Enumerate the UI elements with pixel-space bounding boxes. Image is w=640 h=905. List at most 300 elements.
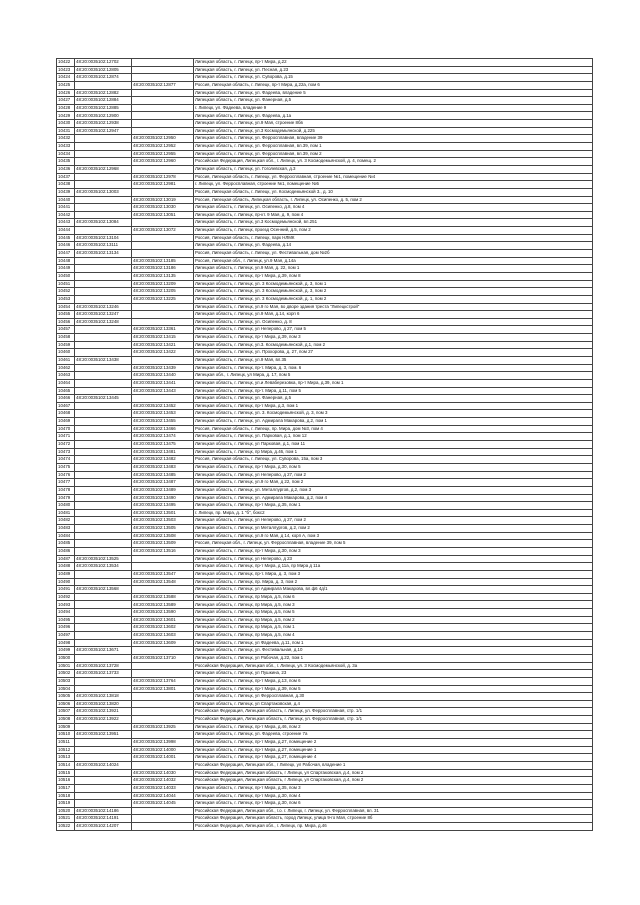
cadastral-number-cell — [75, 624, 132, 632]
premises-cadastral-cell: 48:20:0035102:14044 — [132, 792, 194, 800]
premises-cadastral-cell: 48:20:0035102:13487 — [132, 479, 194, 487]
table-row — [57, 463, 593, 471]
cadastral-number-cell — [75, 135, 132, 143]
row-number-cell: 10436 — [57, 165, 75, 173]
table-row — [57, 364, 593, 372]
row-number-cell: 10445 — [57, 234, 75, 242]
address-cell: Российская Федерация, Липецкая область, г Липецк, ул Спартаковская, д.4, пом 2 — [194, 769, 593, 777]
row-number-cell: 10459 — [57, 341, 75, 349]
row-number-cell: 10465 — [57, 387, 75, 395]
row-number-cell: 10486 — [57, 548, 75, 556]
cadastral-number-cell — [75, 494, 132, 502]
premises-cadastral-cell — [132, 59, 194, 67]
table-row — [57, 456, 593, 464]
row-number-cell: 10493 — [57, 601, 75, 609]
row-number-cell: 10443 — [57, 219, 75, 227]
row-number-cell: 10438 — [57, 181, 75, 189]
premises-cadastral-cell — [132, 647, 194, 655]
table-row — [57, 578, 593, 586]
address-cell: Липецкая область, г. Липецк, пр-т Мира, д.35, пом 1 — [194, 502, 593, 510]
row-number-cell: 10452 — [57, 288, 75, 296]
cadastral-number-cell: 48:20:0035102:12938 — [75, 120, 132, 128]
address-cell: Липецкая область, г. Липецк, ул. Металлургов, д.2, пом 3 — [194, 486, 593, 494]
address-cell: Российская Федерация, Липецкая обл., г. Липецк, ул. 3 Космодемьянской, д. 4, помещ. 2 — [194, 158, 593, 166]
table-row — [57, 395, 593, 403]
table-row — [57, 66, 593, 74]
address-cell: Липецкая область, г. Липецк, ул. Фадеева, д.14 — [194, 242, 593, 250]
premises-cadastral-cell: 48:20:0035102:13485 — [132, 471, 194, 479]
row-number-cell: 10487 — [57, 555, 75, 563]
row-number-cell: 10463 — [57, 372, 75, 380]
cadastral-number-cell — [75, 570, 132, 578]
cadastral-number-cell — [75, 616, 132, 624]
premises-cadastral-cell: 48:20:0035102:13422 — [132, 349, 194, 357]
cadastral-number-cell: 48:20:0035102:12947 — [75, 127, 132, 135]
row-number-cell: 10430 — [57, 120, 75, 128]
table-row — [57, 311, 593, 319]
table-row — [57, 97, 593, 105]
cadastral-number-cell: 48:20:0035102:12702 — [75, 59, 132, 67]
cadastral-number-cell: 48:20:0035102:13084 — [75, 219, 132, 227]
cadastral-number-cell: 48:20:0035102:14024 — [75, 761, 132, 769]
row-number-cell: 10473 — [57, 448, 75, 456]
row-number-cell: 10458 — [57, 334, 75, 342]
table-row — [57, 502, 593, 510]
cadastral-number-cell: 48:20:0035102:13111 — [75, 242, 132, 250]
cadastral-number-cell: 48:20:0035102:13728 — [75, 662, 132, 670]
row-number-cell: 10508 — [57, 716, 75, 724]
cadastral-number-cell — [75, 441, 132, 449]
cadastral-number-cell — [75, 257, 132, 265]
cadastral-number-cell: 48:20:0035102:13525 — [75, 555, 132, 563]
table-row — [57, 486, 593, 494]
row-number-cell: 10496 — [57, 624, 75, 632]
address-cell: Липецкая область, г. Липецк, пр-т Мира, д.39, пом 5 — [194, 685, 593, 693]
table-row — [57, 341, 593, 349]
row-number-cell: 10489 — [57, 570, 75, 578]
address-cell: Липецкая область, г. Липецк, пр-т. Мира, д.11, пом 5 — [194, 387, 593, 395]
table-row — [57, 441, 593, 449]
table-row — [57, 670, 593, 678]
premises-cadastral-cell: 48:20:0035102:13609 — [132, 639, 194, 647]
address-cell: Липецкая область, г. Липецк, пр Мира, д.5, пом 5 — [194, 609, 593, 617]
address-cell: Российская Федерация, Липецкая область, г Липецк, ул Спартаковская, д.4, пом 2 — [194, 777, 593, 785]
address-cell: Липецкая область, г. Липецк, ул. 3 Космодемьянской, д. 3, пом 2 — [194, 288, 593, 296]
cadastral-number-cell — [75, 334, 132, 342]
address-cell: Липецкая область, г. Липецк, пр-т Мира, д.30, пом 5 — [194, 463, 593, 471]
address-cell: Липецкая область, г. Липецк, ул. Ферросплавная, вл.39, пом 1 — [194, 143, 593, 151]
premises-cadastral-cell: 48:20:0035102:13801 — [132, 685, 194, 693]
address-cell: Липецкая обл., г. Липецк, ул Мира, д. 17, пом 5 — [194, 372, 593, 380]
table-row — [57, 379, 593, 387]
row-number-cell: 10518 — [57, 792, 75, 800]
address-cell: Российская Федерация, Липецкая обл., г. Липецк, пр. Мира, д.46 — [194, 823, 593, 831]
premises-cadastral-cell: 48:20:0035102:12950 — [132, 135, 194, 143]
premises-cadastral-cell — [132, 66, 194, 74]
table-row — [57, 204, 593, 212]
premises-cadastral-cell — [132, 700, 194, 708]
premises-cadastral-cell: 48:20:0035102:13589 — [132, 601, 194, 609]
address-cell: Липецкая область, г. Липецк, пр-т Мира, д.39, пом 3 — [194, 334, 593, 342]
table-row — [57, 196, 593, 204]
cadastral-number-cell: 48:20:0035102:13104 — [75, 234, 132, 242]
cadastral-number-cell — [75, 280, 132, 288]
row-number-cell: 10474 — [57, 456, 75, 464]
cadastral-number-cell — [75, 349, 132, 357]
row-number-cell: 10449 — [57, 265, 75, 273]
row-number-cell: 10444 — [57, 227, 75, 235]
row-number-cell: 10451 — [57, 280, 75, 288]
premises-cadastral-cell: 48:20:0035102:13602 — [132, 624, 194, 632]
premises-cadastral-cell: 48:20:0035102:13588 — [132, 593, 194, 601]
premises-cadastral-cell: 48:20:0035102:13490 — [132, 494, 194, 502]
premises-cadastral-cell — [132, 165, 194, 173]
address-cell: г. Липецк, пр. Мира, д. 1 "б", бокс2 — [194, 509, 593, 517]
cadastral-number-cell — [75, 272, 132, 280]
premises-cadastral-cell — [132, 731, 194, 739]
cadastral-number-cell — [75, 433, 132, 441]
row-number-cell: 10431 — [57, 127, 75, 135]
row-number-cell: 10468 — [57, 410, 75, 418]
premises-cadastral-cell: 48:20:0035102:14032 — [132, 777, 194, 785]
table-row — [57, 173, 593, 181]
cadastral-number-cell — [75, 479, 132, 487]
premises-cadastral-cell: 48:20:0035102:14030 — [132, 769, 194, 777]
address-cell: Липецкая область, г. Липецк, ул Металлургов, д.2, пом 2 — [194, 525, 593, 533]
address-cell: Россия, Липецкая область, г. Липецк, ул. Космодемьянской 3., д. 10 — [194, 188, 593, 196]
cadastral-number-cell: 48:20:0035102:12882 — [75, 89, 132, 97]
table-row — [57, 81, 593, 89]
premises-cadastral-cell: 48:20:0035102:13453 — [132, 410, 194, 418]
address-cell: Липецкая область, г. Липецк, проезд Осенний, д.5, пом 2 — [194, 227, 593, 235]
row-number-cell: 10504 — [57, 685, 75, 693]
table-row — [57, 448, 593, 456]
address-cell: Липецкая область, г. Липецк, ул Пушкина, 23 — [194, 670, 593, 678]
table-row — [57, 693, 593, 701]
table-row — [57, 823, 593, 831]
table-row — [57, 211, 593, 219]
table-row — [57, 410, 593, 418]
table-row — [57, 586, 593, 594]
address-cell: Липецкая область, г. Липецк, ул Ферросплавная, д.30 — [194, 693, 593, 701]
premises-cadastral-cell: 48:20:0035102:13455 — [132, 418, 194, 426]
address-cell: Липецкая область, г. Липецк, ул. Осипенко, д.8, пом 4 — [194, 204, 593, 212]
cadastral-number-cell — [75, 792, 132, 800]
premises-cadastral-cell — [132, 104, 194, 112]
cadastral-number-cell — [75, 509, 132, 517]
row-number-cell: 10497 — [57, 632, 75, 640]
row-number-cell: 10427 — [57, 97, 75, 105]
table-row — [57, 165, 593, 173]
row-number-cell: 10461 — [57, 356, 75, 364]
premises-cadastral-cell: 48:20:0035102:12981 — [132, 181, 194, 189]
premises-cadastral-cell — [132, 303, 194, 311]
table-row — [57, 708, 593, 716]
address-cell: Липецкая область, г. Липецк, пр-т Мира, д 11а, пр Мира д 11а — [194, 563, 593, 571]
table-row — [57, 318, 593, 326]
premises-cadastral-cell: 48:20:0035102:13186 — [132, 265, 194, 273]
address-cell: Липецкая область, г. Липецк, ул. 3. Космодемьянской, д. 3, пом 3 — [194, 410, 593, 418]
row-number-cell: 10499 — [57, 647, 75, 655]
address-cell: Липецкая область, г. Липецк, ул.9 го Мая, д 14, корп А, пом 3 — [194, 532, 593, 540]
table-row — [57, 257, 593, 265]
register-table — [56, 58, 593, 831]
cadastral-number-cell: 48:20:0035102:14186 — [75, 807, 132, 815]
cadastral-number-cell: 48:20:0035102:13922 — [75, 716, 132, 724]
address-cell: Липецкая область, г. Липецк, ул. Фанерная, д.5 — [194, 395, 593, 403]
premises-cadastral-cell — [132, 242, 194, 250]
table-row — [57, 334, 593, 342]
row-number-cell: 10455 — [57, 311, 75, 319]
cadastral-number-cell — [75, 800, 132, 808]
table-row — [57, 356, 593, 364]
cadastral-number-cell — [75, 540, 132, 548]
premises-cadastral-cell: 48:20:0035102:13508 — [132, 532, 194, 540]
address-cell: Россия, Липецкая область, г. Липецк, ул. Фестивальная, дом №2б — [194, 250, 593, 258]
premises-cadastral-cell: 48:20:0035102:13503 — [132, 517, 194, 525]
address-cell: Россия, Липецкая область, г. Липецк, парк НЛМК — [194, 234, 593, 242]
table-row — [57, 563, 593, 571]
table-row — [57, 624, 593, 632]
cadastral-number-cell — [75, 456, 132, 464]
row-number-cell: 10476 — [57, 471, 75, 479]
cadastral-number-cell — [75, 150, 132, 158]
premises-cadastral-cell — [132, 97, 194, 105]
premises-cadastral-cell: 48:20:0035102:13205 — [132, 288, 194, 296]
premises-cadastral-cell: 48:20:0035102:13925 — [132, 723, 194, 731]
cadastral-number-cell — [75, 609, 132, 617]
address-cell: Россия, Липецкая область, г. Липецк, пр-т Мира, д.22а, пом 6 — [194, 81, 593, 89]
address-cell: Россия, Липецкая обл., г. Липецк, ул. Ферросплавная, владение 39, пом 5 — [194, 540, 593, 548]
premises-cadastral-cell: 48:20:0035102:13225 — [132, 295, 194, 303]
table-row — [57, 418, 593, 426]
address-cell: Липецкая область, г. Липецк, пр Мира, д.5, пом 4 — [194, 632, 593, 640]
address-cell: Липецкая область, г. Липецк, ул. Адмирала Макарова, д.2, пом 1 — [194, 418, 593, 426]
table-row — [57, 570, 593, 578]
premises-cadastral-cell: 48:20:0035102:13548 — [132, 578, 194, 586]
row-number-cell: 10423 — [57, 66, 75, 74]
address-cell: Липецкая область, г. Липецк, ул Неперово, д 23 — [194, 555, 593, 563]
row-number-cell: 10513 — [57, 754, 75, 762]
table-row — [57, 723, 593, 731]
table-row — [57, 525, 593, 533]
row-number-cell: 10475 — [57, 463, 75, 471]
table-row — [57, 143, 593, 151]
row-number-cell: 10466 — [57, 395, 75, 403]
cadastral-number-cell — [75, 364, 132, 372]
address-cell: Российская Федерация, Липецкая область, г. Липецк, ул. Ферросплавная, стр. 1/1 — [194, 708, 593, 716]
row-number-cell: 10516 — [57, 777, 75, 785]
address-cell: Липецкая область, г. Липецк, ул. Ферросплавная, вл.39, пом 2 — [194, 150, 593, 158]
table-row — [57, 548, 593, 556]
address-cell: Россия, Липецкая обл., г. Липецк, ул.9 Мая, д.14а — [194, 257, 593, 265]
premises-cadastral-cell: 48:20:0035102:13475 — [132, 441, 194, 449]
address-cell: Липецкая область, г. Липецк, ул. Прохорова, д. 27, пом 27 — [194, 349, 593, 357]
premises-cadastral-cell: 48:20:0035102:13135 — [132, 272, 194, 280]
table-row — [57, 685, 593, 693]
address-cell: Липецкая область, г. Липецк, пр Мира, д.5, пом 1 — [194, 624, 593, 632]
row-number-cell: 10482 — [57, 517, 75, 525]
row-number-cell: 10501 — [57, 662, 75, 670]
row-number-cell: 10520 — [57, 807, 75, 815]
row-number-cell: 10472 — [57, 441, 75, 449]
table-row — [57, 127, 593, 135]
address-cell: Липецкая область, г. Липецк, ул Неперово, д 27, пом 2 — [194, 471, 593, 479]
premises-cadastral-cell: 48:20:0035102:14033 — [132, 784, 194, 792]
row-number-cell: 10428 — [57, 104, 75, 112]
table-row — [57, 104, 593, 112]
address-cell: Липецкая область, г. Липецк, пр-т Мира, д.3, пом 1 — [194, 402, 593, 410]
premises-cadastral-cell — [132, 219, 194, 227]
row-number-cell: 10478 — [57, 486, 75, 494]
cadastral-number-cell — [75, 777, 132, 785]
table-row — [57, 532, 593, 540]
premises-cadastral-cell: 48:20:0035102:13710 — [132, 654, 194, 662]
row-number-cell: 10488 — [57, 563, 75, 571]
premises-cadastral-cell — [132, 250, 194, 258]
address-cell: Российская Федерация, Липецкая область, г. Липецк, ул. Ферросплавная, стр. 1/1 — [194, 716, 593, 724]
row-number-cell: 10456 — [57, 318, 75, 326]
premises-cadastral-cell: 48:20:0035102:12877 — [132, 81, 194, 89]
premises-cadastral-cell: 48:20:0035102:13516 — [132, 548, 194, 556]
row-number-cell: 10440 — [57, 196, 75, 204]
cadastral-number-cell: 48:20:0035102:13951 — [75, 731, 132, 739]
row-number-cell: 10462 — [57, 364, 75, 372]
table-row — [57, 616, 593, 624]
address-cell: Липецкая область, г. Липецк, ул. Фадеева, строение 7а — [194, 731, 593, 739]
address-cell: Липецкая область, г. Липецк, ул. Фадеева, д.1а — [194, 112, 593, 120]
premises-cadastral-cell — [132, 708, 194, 716]
cadastral-number-cell — [75, 784, 132, 792]
address-cell: Липецкая область, г. Липецк, пр Мира, д.5, пом 2 — [194, 616, 593, 624]
cadastral-number-cell — [75, 372, 132, 380]
address-cell: Липецкая область, г. Липецк, пр-т Мира, д.13, пом 6 — [194, 677, 593, 685]
premises-cadastral-cell: 48:20:0035102:14000 — [132, 746, 194, 754]
address-cell: Липецкая область, г. Липецк, пр-т Мира, д.39, пом 8 — [194, 272, 593, 280]
premises-cadastral-cell: 48:20:0035102:12978 — [132, 173, 194, 181]
row-number-cell: 10512 — [57, 746, 75, 754]
address-cell: Липецкая область, г. Липецк, ул Адмирала Макарова, вл.ф6 4д/1 — [194, 586, 593, 594]
premises-cadastral-cell — [132, 815, 194, 823]
row-number-cell: 10437 — [57, 173, 75, 181]
cadastral-number-cell — [75, 746, 132, 754]
row-number-cell: 10519 — [57, 800, 75, 808]
premises-cadastral-cell: 48:20:0035102:12955 — [132, 150, 194, 158]
cadastral-number-cell — [75, 158, 132, 166]
row-number-cell: 10481 — [57, 509, 75, 517]
premises-cadastral-cell: 48:20:0035102:13441 — [132, 379, 194, 387]
table-row — [57, 540, 593, 548]
premises-cadastral-cell: 48:20:0035102:13185 — [132, 257, 194, 265]
table-row — [57, 662, 593, 670]
row-number-cell: 10441 — [57, 204, 75, 212]
premises-cadastral-cell: 48:20:0035102:13072 — [132, 227, 194, 235]
cadastral-number-cell — [75, 173, 132, 181]
address-cell: Липецкая область, г. Липецк, ул. Гоголевская, д.3 — [194, 165, 593, 173]
cadastral-number-cell: 48:20:0035102:13248 — [75, 318, 132, 326]
premises-cadastral-cell — [132, 662, 194, 670]
address-cell: Липецкая область, г. Липецк, пр. Мира, д. 3, пом 2 — [194, 578, 593, 586]
premises-cadastral-cell: 48:20:0035102:12952 — [132, 143, 194, 151]
premises-cadastral-cell — [132, 807, 194, 815]
address-cell: Липецкая область, г. Липецк, ул. Фестивальная, д.10 — [194, 647, 593, 655]
address-cell: Липецкая область, г. Липецк, ул Рабочая, д.22, пом 1 — [194, 654, 593, 662]
row-number-cell: 10502 — [57, 670, 75, 678]
address-cell: Липецкая область, г. Липецк, ул Неперово, д 27, пом 2 — [194, 517, 593, 525]
cadastral-number-cell — [75, 532, 132, 540]
premises-cadastral-cell: 48:20:0035102:13998 — [132, 739, 194, 747]
table-row — [57, 234, 593, 242]
row-number-cell: 10469 — [57, 418, 75, 426]
address-cell: Липецкая область, г. Липецк, пр-т Мира, д.27, помещение 2 — [194, 739, 593, 747]
cadastral-number-cell — [75, 517, 132, 525]
table-row — [57, 59, 593, 67]
cadastral-number-cell — [75, 265, 132, 273]
cadastral-number-cell: 48:20:0035102:12805 — [75, 66, 132, 74]
row-number-cell: 10494 — [57, 609, 75, 617]
row-number-cell: 10509 — [57, 723, 75, 731]
address-cell: Липецкая область, г. Липецк, ул Фадеева, д.11, пом 1 — [194, 639, 593, 647]
table-row — [57, 761, 593, 769]
table-row — [57, 387, 593, 395]
row-number-cell: 10522 — [57, 823, 75, 831]
row-number-cell: 10435 — [57, 158, 75, 166]
address-cell: Липецкая область, г. Липецк, ул.9 Мая, вл.35 — [194, 356, 593, 364]
cadastral-number-cell: 48:20:0035102:13733 — [75, 670, 132, 678]
cadastral-number-cell: 48:20:0035102:13247 — [75, 311, 132, 319]
cadastral-number-cell: 48:20:0035102:13921 — [75, 708, 132, 716]
cadastral-number-cell — [75, 739, 132, 747]
premises-cadastral-cell: 48:20:0035102:13474 — [132, 433, 194, 441]
premises-cadastral-cell: 48:20:0035102:13209 — [132, 280, 194, 288]
table-row — [57, 288, 593, 296]
row-number-cell: 10495 — [57, 616, 75, 624]
cadastral-number-cell — [75, 418, 132, 426]
row-number-cell: 10480 — [57, 502, 75, 510]
register-table-body — [57, 59, 593, 831]
cadastral-number-cell — [75, 723, 132, 731]
cadastral-number-cell: 48:20:0035102:14207 — [75, 823, 132, 831]
address-cell: Липецкая область, г. Липецк, пр-т Мира, д.27, помещение 4 — [194, 754, 593, 762]
cadastral-number-cell — [75, 654, 132, 662]
table-row — [57, 326, 593, 334]
premises-cadastral-cell — [132, 356, 194, 364]
address-cell: Липецкая область, г. Липецк, ул.3 Космодемьянской, вл.251 — [194, 219, 593, 227]
premises-cadastral-cell: 48:20:0035102:13489 — [132, 486, 194, 494]
table-row — [57, 150, 593, 158]
premises-cadastral-cell: 48:20:0035102:13509 — [132, 540, 194, 548]
table-row — [57, 792, 593, 800]
address-cell: Липецкая область, г. Липецк, ул. Фадеева, владение 5 — [194, 89, 593, 97]
table-row — [57, 739, 593, 747]
row-number-cell: 10490 — [57, 578, 75, 586]
cadastral-number-cell: 48:20:0035102:12874 — [75, 74, 132, 82]
cadastral-number-cell — [75, 81, 132, 89]
address-cell: Липецкая область, г. Липецк, ул.9 го Мая, во дворе здания треста "Липецкстрой" — [194, 303, 593, 311]
address-cell: Липецкая область, г. Липецк, ул. 3 Космодемьянской, д. 3, пом 1 — [194, 280, 593, 288]
cadastral-number-cell: 48:20:0035102:14191 — [75, 815, 132, 823]
cadastral-number-cell: 48:20:0035102:13003 — [75, 188, 132, 196]
premises-cadastral-cell: 48:20:0035102:13466 — [132, 425, 194, 433]
table-row — [57, 425, 593, 433]
table-row — [57, 135, 593, 143]
premises-cadastral-cell — [132, 555, 194, 563]
table-row — [57, 303, 593, 311]
address-cell: Российская Федерация, Липецкая обл., г Липецк, ул Рабочая, владение 1 — [194, 761, 593, 769]
row-number-cell: 10484 — [57, 532, 75, 540]
cadastral-number-cell: 48:20:0035102:13671 — [75, 647, 132, 655]
premises-cadastral-cell: 48:20:0035102:13483 — [132, 463, 194, 471]
